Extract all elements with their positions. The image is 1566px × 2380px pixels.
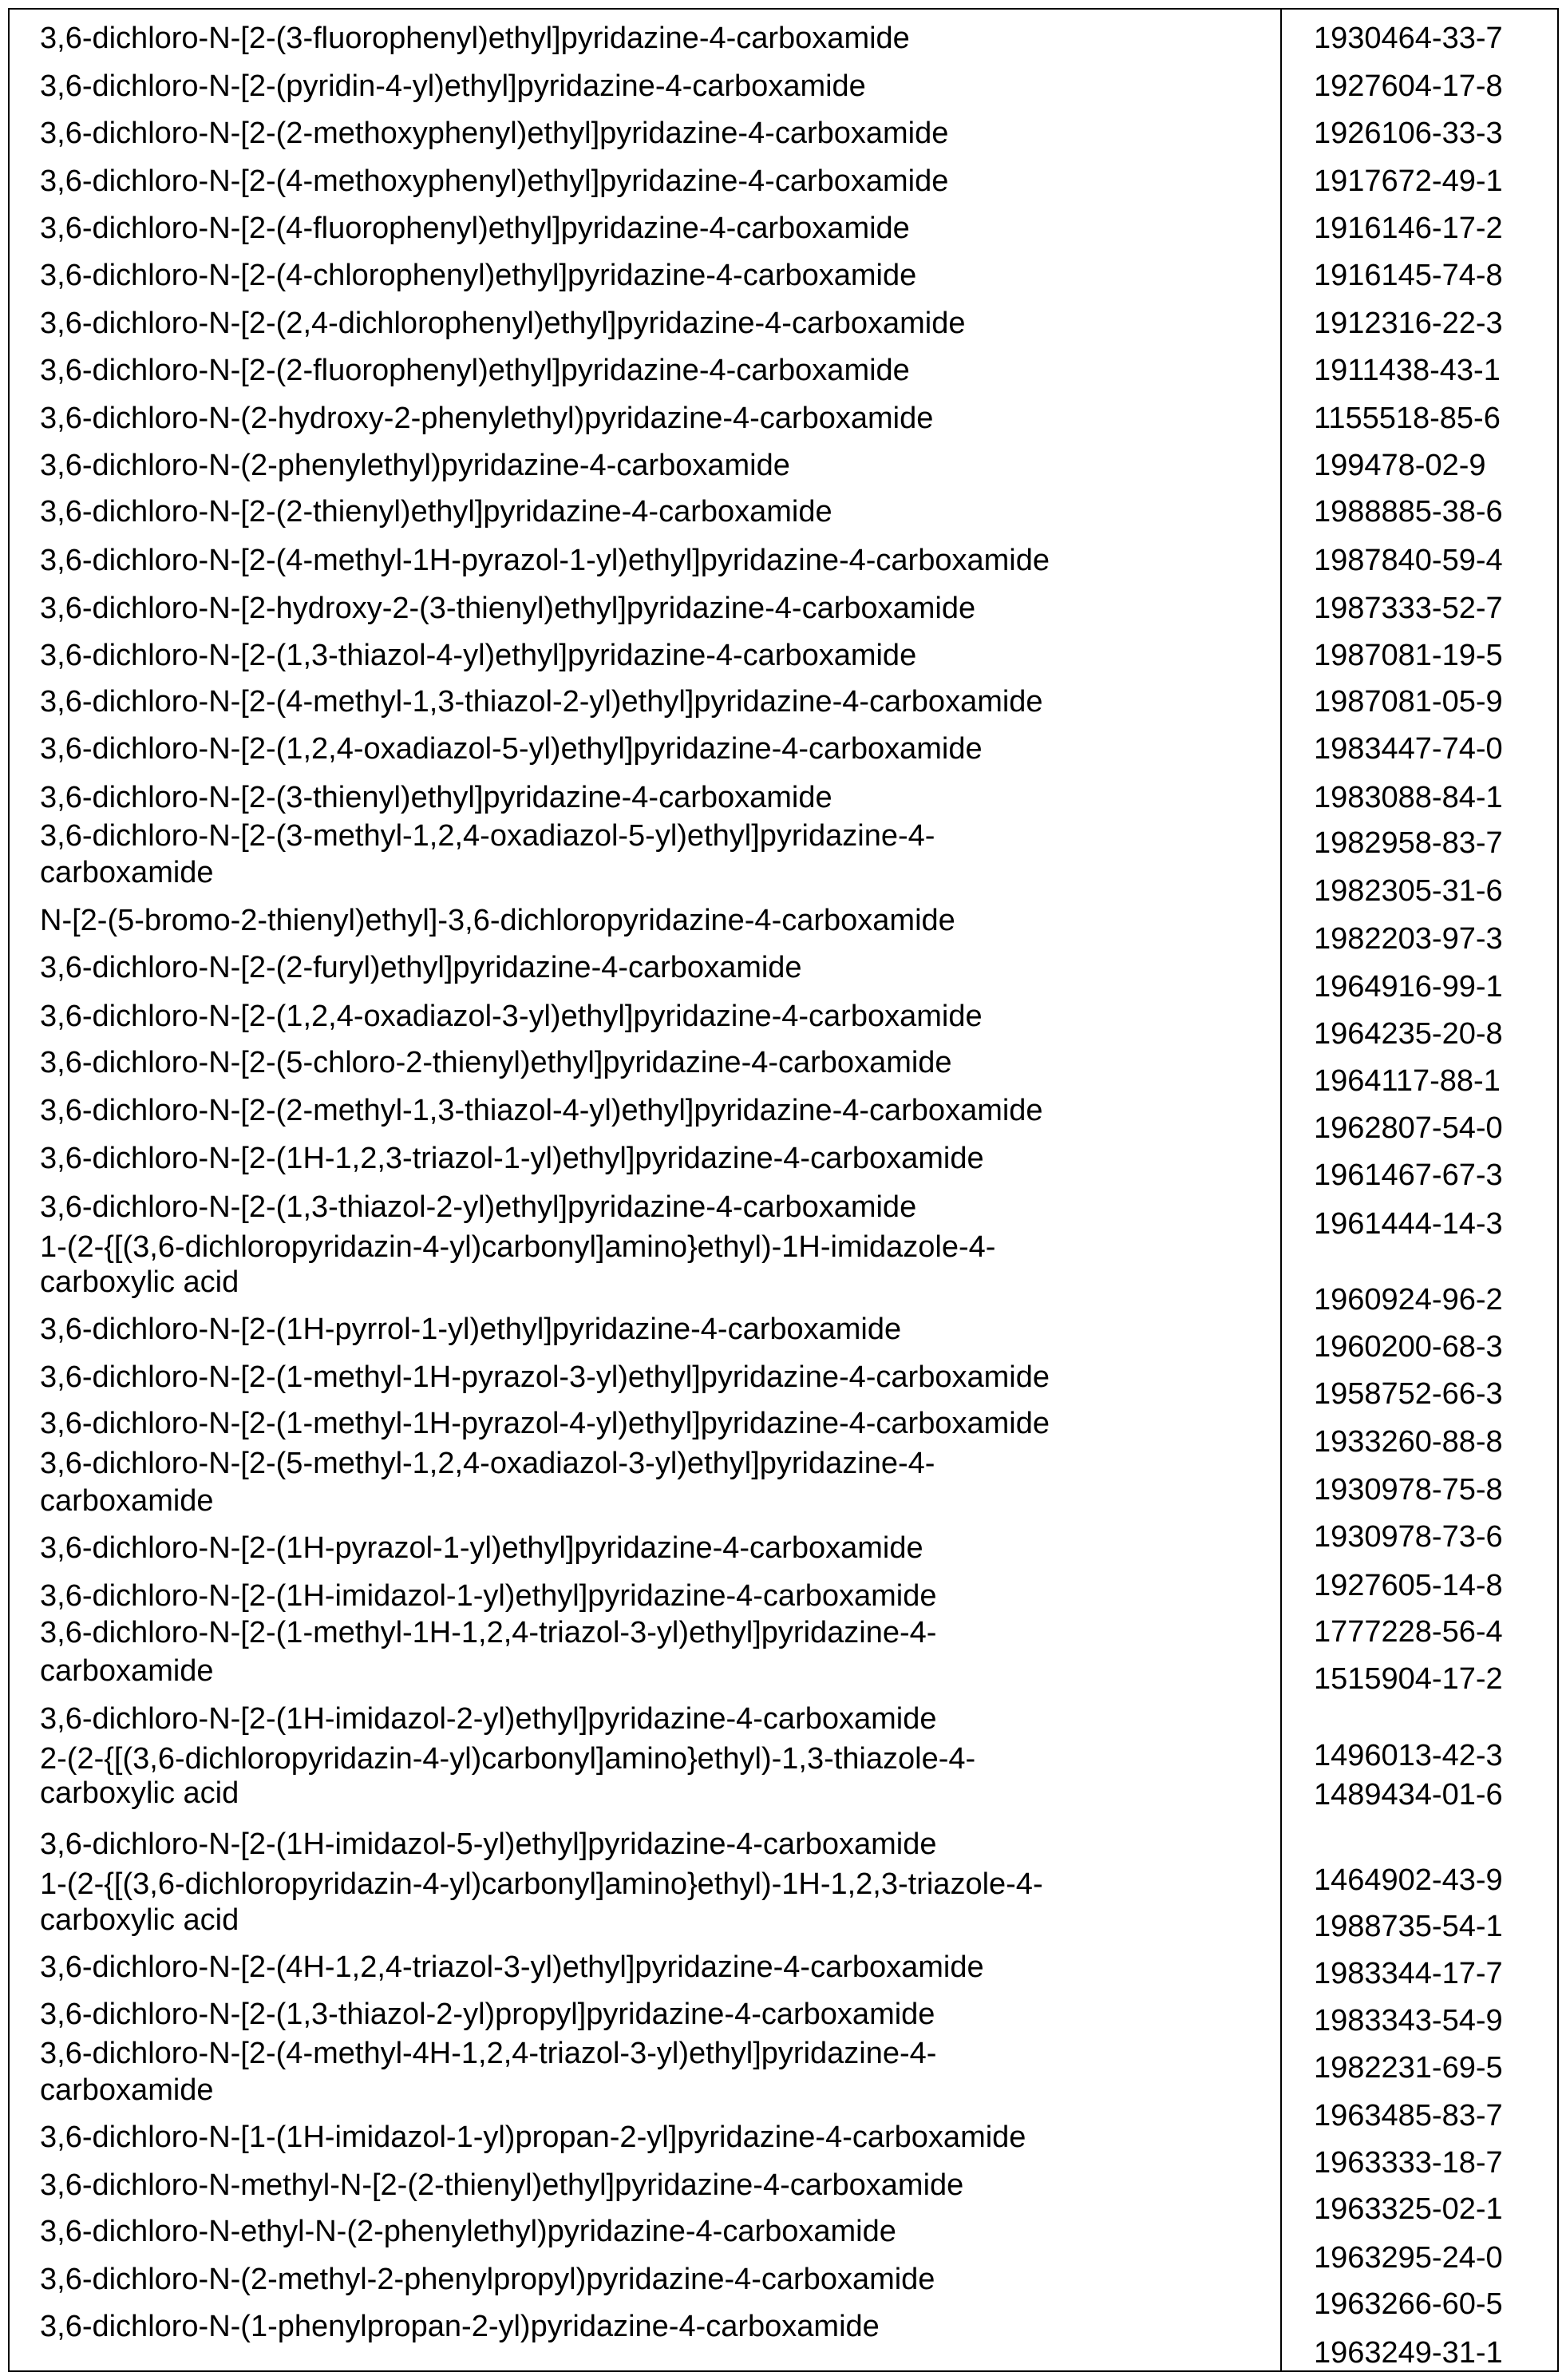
compound-name: 3,6-dichloro-N-[2-(5-chloro-2-thienyl)ethyl]pyridazine-4-carboxamide [40, 1045, 952, 1080]
compound-name: 3,6-dichloro-N-[2-(1H-imidazol-2-yl)ethyl]pyridazine-4-carboxamide [40, 1701, 937, 1736]
compound-name: 3,6-dichloro-N-methyl-N-[2-(2-thienyl)ethyl]pyridazine-4-carboxamide [40, 2168, 963, 2203]
compound-name: 3,6-dichloro-N-ethyl-N-(2-phenylethyl)pyridazine-4-carboxamide [40, 2214, 896, 2249]
cas-number: 1982231-69-5 [1314, 2050, 1503, 2085]
compound-name: 3,6-dichloro-N-[2-(3-thienyl)ethyl]pyridazine-4-carboxamide [40, 780, 832, 815]
cas-number: 1963249-31-1 [1314, 2335, 1503, 2370]
cas-number: 1930464-33-7 [1314, 21, 1503, 56]
column-divider [1280, 8, 1282, 2372]
cas-number: 1960924-96-2 [1314, 1282, 1503, 1317]
compound-name: 3,6-dichloro-N-[2-(1-methyl-1H-pyrazol-4-yl)ethyl]pyridazine-4-carboxamide [40, 1406, 1050, 1441]
cas-number: 1464902-43-9 [1314, 1863, 1503, 1898]
cas-number: 199478-02-9 [1314, 448, 1486, 483]
cas-number: 1489434-01-6 [1314, 1777, 1503, 1812]
cas-number: 1496013-42-3 [1314, 1738, 1503, 1773]
cas-number: 1916145-74-8 [1314, 258, 1503, 293]
cas-number: 1961444-14-3 [1314, 1206, 1503, 1241]
cas-number: 1958752-66-3 [1314, 1376, 1503, 1412]
cas-number: 1963325-02-1 [1314, 2192, 1503, 2227]
compound-name: 3,6-dichloro-N-(1-phenylpropan-2-yl)pyridazine-4-carboxamide [40, 2309, 880, 2344]
cas-number: 1964117-88-1 [1314, 1063, 1501, 1099]
compound-name: 3,6-dichloro-N-[2-(2-furyl)ethyl]pyridazine-4-carboxamide [40, 950, 802, 985]
compound-name: 3,6-dichloro-N-[1-(1H-imidazol-1-yl)propan-2-yl]pyridazine-4-carboxamide [40, 2120, 1026, 2155]
compound-name: 3,6-dichloro-N-[2-(1H-pyrazol-1-yl)ethyl]pyridazine-4-carboxamide [40, 1531, 923, 1566]
compound-name: 3,6-dichloro-N-[2-(1H-pyrrol-1-yl)ethyl]pyridazine-4-carboxamide [40, 1312, 901, 1347]
cas-number: 1963266-60-5 [1314, 2287, 1503, 2322]
compound-name-continuation: carboxamide [40, 855, 214, 890]
compound-name: 3,6-dichloro-N-[2-(1H-imidazol-1-yl)ethyl]pyridazine-4-carboxamide [40, 1578, 937, 1614]
compound-name: 3,6-dichloro-N-[2-(2-thienyl)ethyl]pyridazine-4-carboxamide [40, 494, 832, 529]
compound-name: 3,6-dichloro-N-[2-(1H-imidazol-5-yl)ethyl]pyridazine-4-carboxamide [40, 1827, 937, 1862]
compound-name: N-[2-(5-bromo-2-thienyl)ethyl]-3,6-dichloropyridazine-4-carboxamide [40, 903, 955, 938]
cas-number: 1911438-43-1 [1314, 353, 1501, 388]
compound-name: 3,6-dichloro-N-[2-(1,3-thiazol-2-yl)ethyl]pyridazine-4-carboxamide [40, 1190, 916, 1225]
cas-number: 1964235-20-8 [1314, 1016, 1503, 1051]
cas-number: 1962807-54-0 [1314, 1111, 1503, 1146]
compound-name: 1-(2-{[(3,6-dichloropyridazin-4-yl)carbonyl]amino}ethyl)-1H-1,2,3-triazole-4- [40, 1867, 1043, 1902]
compound-name-continuation: carboxamide [40, 1653, 214, 1689]
compound-name-continuation: carboxylic acid [40, 1903, 239, 1938]
compound-name: 3,6-dichloro-N-[2-(1,3-thiazol-2-yl)propyl]pyridazine-4-carboxamide [40, 1997, 935, 2032]
compound-name: 3,6-dichloro-N-[2-(5-methyl-1,2,4-oxadiazol-3-yl)ethyl]pyridazine-4- [40, 1446, 935, 1481]
cas-number: 1927604-17-8 [1314, 69, 1503, 104]
compound-name: 3,6-dichloro-N-[2-(3-methyl-1,2,4-oxadiazol-5-yl)ethyl]pyridazine-4- [40, 818, 935, 853]
compound-name: 1-(2-{[(3,6-dichloropyridazin-4-yl)carbonyl]amino}ethyl)-1H-imidazole-4- [40, 1230, 995, 1265]
cas-number: 1961467-67-3 [1314, 1158, 1503, 1193]
cas-number: 1983343-54-9 [1314, 2003, 1503, 2038]
cas-number: 1916146-17-2 [1314, 211, 1503, 246]
compound-name: 3,6-dichloro-N-[2-(4H-1,2,4-triazol-3-yl)ethyl]pyridazine-4-carboxamide [40, 1950, 984, 1985]
cas-number: 1515904-17-2 [1314, 1661, 1503, 1697]
cas-number: 1926106-33-3 [1314, 116, 1503, 151]
compound-name: 3,6-dichloro-N-[2-(1-methyl-1H-1,2,4-triazol-3-yl)ethyl]pyridazine-4- [40, 1615, 936, 1650]
cas-number: 1988735-54-1 [1314, 1909, 1503, 1944]
cas-number: 1982958-83-7 [1314, 826, 1503, 861]
cas-number: 1963485-83-7 [1314, 2098, 1503, 2133]
cas-number: 1982305-31-6 [1314, 873, 1503, 909]
compound-name: 3,6-dichloro-N-[2-(4-methyl-4H-1,2,4-triazol-3-yl)ethyl]pyridazine-4- [40, 2036, 936, 2071]
compound-name: 3,6-dichloro-N-[2-(4-methyl-1H-pyrazol-1-yl)ethyl]pyridazine-4-carboxamide [40, 543, 1050, 578]
compound-name-continuation: carboxylic acid [40, 1265, 239, 1300]
cas-number: 1912316-22-3 [1314, 306, 1503, 341]
compound-name-continuation: carboxamide [40, 1483, 214, 1519]
compound-name-continuation: carboxylic acid [40, 1776, 239, 1811]
cas-number: 1155518-85-6 [1314, 401, 1501, 436]
compound-name: 3,6-dichloro-N-[2-(4-methoxyphenyl)ethyl]pyridazine-4-carboxamide [40, 164, 948, 199]
compound-name: 3,6-dichloro-N-[2-(2,4-dichlorophenyl)ethyl]pyridazine-4-carboxamide [40, 306, 966, 341]
compound-name: 3,6-dichloro-N-[2-hydroxy-2-(3-thienyl)ethyl]pyridazine-4-carboxamide [40, 591, 975, 626]
compound-name: 3,6-dichloro-N-(2-hydroxy-2-phenylethyl)pyridazine-4-carboxamide [40, 401, 933, 436]
cas-number: 1930978-75-8 [1314, 1472, 1503, 1507]
cas-number: 1983088-84-1 [1314, 780, 1503, 815]
cas-number: 1917672-49-1 [1314, 164, 1503, 199]
compound-name: 3,6-dichloro-N-[2-(1,2,4-oxadiazol-3-yl)ethyl]pyridazine-4-carboxamide [40, 999, 983, 1034]
compound-name: 3,6-dichloro-N-(2-methyl-2-phenylpropyl)pyridazine-4-carboxamide [40, 2262, 935, 2297]
cas-number: 1987840-59-4 [1314, 543, 1503, 578]
compound-name: 3,6-dichloro-N-[2-(4-chlorophenyl)ethyl]pyridazine-4-carboxamide [40, 258, 916, 293]
compound-name: 3,6-dichloro-N-[2-(4-methyl-1,3-thiazol-2-yl)ethyl]pyridazine-4-carboxamide [40, 684, 1043, 719]
compound-name: 3,6-dichloro-N-[2-(pyridin-4-yl)ethyl]pyridazine-4-carboxamide [40, 69, 866, 104]
compound-name-continuation: carboxamide [40, 2073, 214, 2108]
cas-number: 1927605-14-8 [1314, 1568, 1503, 1603]
cas-number: 1983447-74-0 [1314, 731, 1503, 766]
cas-number: 1982203-97-3 [1314, 921, 1503, 956]
compound-name: 3,6-dichloro-N-(2-phenylethyl)pyridazine-4-carboxamide [40, 448, 790, 483]
cas-number: 1933260-88-8 [1314, 1424, 1503, 1459]
cas-number: 1963333-18-7 [1314, 2145, 1503, 2180]
cas-number: 1930978-73-6 [1314, 1519, 1503, 1554]
compound-name: 3,6-dichloro-N-[2-(4-fluorophenyl)ethyl]pyridazine-4-carboxamide [40, 211, 910, 246]
compound-name: 3,6-dichloro-N-[2-(2-methyl-1,3-thiazol-4-yl)ethyl]pyridazine-4-carboxamide [40, 1093, 1043, 1128]
compound-name: 3,6-dichloro-N-[2-(1,3-thiazol-4-yl)ethyl]pyridazine-4-carboxamide [40, 638, 916, 673]
cas-number: 1964916-99-1 [1314, 969, 1503, 1004]
cas-number: 1963295-24-0 [1314, 2240, 1503, 2275]
compound-name: 3,6-dichloro-N-[2-(1H-1,2,3-triazol-1-yl)ethyl]pyridazine-4-carboxamide [40, 1141, 984, 1176]
compound-name: 3,6-dichloro-N-[2-(2-fluorophenyl)ethyl]pyridazine-4-carboxamide [40, 353, 910, 388]
cas-number: 1987081-05-9 [1314, 684, 1503, 719]
compound-name: 3,6-dichloro-N-[2-(3-fluorophenyl)ethyl]pyridazine-4-carboxamide [40, 21, 910, 56]
cas-number: 1987333-52-7 [1314, 591, 1503, 626]
compound-name: 2-(2-{[(3,6-dichloropyridazin-4-yl)carbonyl]amino}ethyl)-1,3-thiazole-4- [40, 1741, 975, 1776]
cas-number: 1988885-38-6 [1314, 494, 1503, 529]
compound-name: 3,6-dichloro-N-[2-(2-methoxyphenyl)ethyl]pyridazine-4-carboxamide [40, 116, 948, 151]
cas-number: 1987081-19-5 [1314, 638, 1503, 673]
compound-name: 3,6-dichloro-N-[2-(1-methyl-1H-pyrazol-3-yl)ethyl]pyridazine-4-carboxamide [40, 1360, 1050, 1395]
cas-number: 1983344-17-7 [1314, 1956, 1503, 1991]
compound-name: 3,6-dichloro-N-[2-(1,2,4-oxadiazol-5-yl)ethyl]pyridazine-4-carboxamide [40, 731, 983, 766]
cas-number: 1777228-56-4 [1314, 1614, 1503, 1649]
cas-number: 1960200-68-3 [1314, 1329, 1503, 1364]
